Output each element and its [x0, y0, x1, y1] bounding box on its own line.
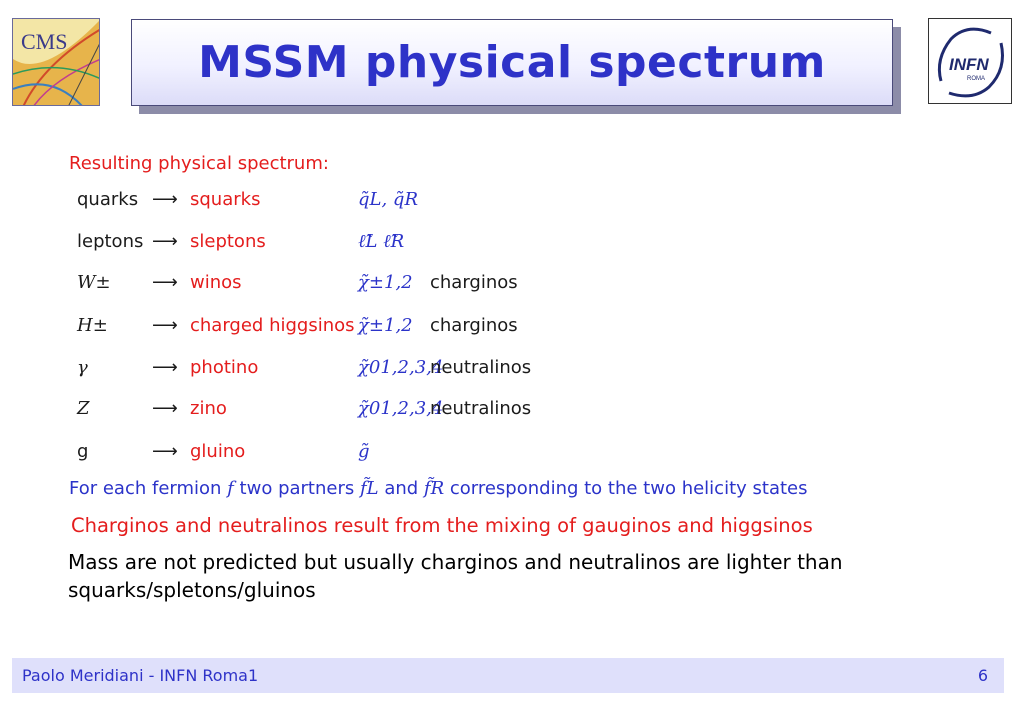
spectrum-row-quarks — [0, 189, 900, 215]
arrow-icon: ⟶ — [152, 441, 178, 462]
section-heading: Resulting physical spectrum: — [69, 153, 329, 174]
row-category: charginos — [430, 315, 518, 336]
arrow-icon: ⟶ — [152, 189, 178, 210]
arrow-icon: ⟶ — [152, 272, 178, 293]
row-particle: γ — [77, 357, 88, 378]
row-particle: Z — [77, 398, 90, 419]
row-partner: sleptons — [190, 231, 266, 252]
row-partner: photino — [190, 357, 259, 378]
mass-note: Mass are not predicted but usually charginos and neutralinos are lighter than squarks/spletons/gluinos — [68, 550, 843, 602]
infn-logo — [928, 18, 1012, 104]
row-partner: winos — [190, 272, 242, 293]
slide-footer — [12, 658, 1004, 693]
arrow-icon: ⟶ — [152, 357, 178, 378]
row-partner: zino — [190, 398, 227, 419]
fermion-note-text: and — [378, 478, 424, 499]
row-partner: charged higgsinos — [190, 315, 355, 336]
row-symbol: χ̃±1,2 — [358, 272, 413, 293]
row-particle: H± — [77, 315, 108, 336]
row-symbol: q̃L, q̃R — [358, 189, 418, 210]
row-symbol: χ̃01,2,3,4 — [358, 357, 444, 378]
cms-logo-icon — [13, 19, 100, 106]
row-category: neutralinos — [430, 398, 532, 419]
spectrum-row-leptons — [0, 231, 900, 257]
row-symbol: χ̃±1,2 — [358, 315, 413, 336]
fermion-note-text: For each fermion — [69, 478, 228, 499]
fermion-note-text: corresponding to the two helicity states — [444, 478, 808, 499]
row-particle: g — [77, 441, 89, 462]
spectrum-row-h — [0, 315, 900, 341]
page-number: 6 — [977, 666, 988, 685]
spectrum-row-w — [0, 272, 900, 298]
arrow-icon: ⟶ — [152, 398, 178, 419]
infn-logo-icon — [929, 19, 1013, 105]
row-particle: leptons — [77, 231, 144, 252]
row-symbol: g̃ — [358, 441, 370, 462]
fermion-note-text: two partners — [233, 478, 360, 499]
spectrum-row-photon — [0, 357, 900, 383]
fermion-right-symbol: f̃R — [423, 478, 445, 499]
spectrum-row-z — [0, 398, 900, 424]
row-category: charginos — [430, 272, 518, 293]
fermion-left-symbol: f̃L — [359, 478, 379, 499]
footer-author: Paolo Meridiani - INFN Roma1 — [22, 666, 259, 685]
slide-title: MSSM physical spectrum — [198, 37, 826, 88]
row-partner: squarks — [190, 189, 261, 210]
cms-logo — [12, 18, 100, 106]
row-particle: quarks — [77, 189, 139, 210]
svg-text:ROMA: ROMA — [967, 76, 985, 82]
spectrum-row-gluon — [0, 441, 900, 467]
row-category: neutralinos — [430, 357, 532, 378]
svg-text:CMS: CMS — [21, 29, 68, 54]
arrow-icon: ⟶ — [152, 315, 178, 336]
mixing-note: Charginos and neutralinos result from the mixing of gauginos and higgsinos — [71, 514, 813, 537]
fermion-symbol: f — [227, 478, 234, 499]
fermion-note — [69, 478, 807, 499]
title-box — [131, 19, 893, 106]
row-symbol: χ̃01,2,3,4 — [358, 398, 444, 419]
row-symbol: ℓ̃L ℓ̃R — [358, 231, 405, 252]
row-partner: gluino — [190, 441, 246, 462]
row-particle: W± — [77, 272, 111, 293]
svg-text:INFN: INFN — [949, 55, 989, 74]
arrow-icon: ⟶ — [152, 231, 178, 252]
